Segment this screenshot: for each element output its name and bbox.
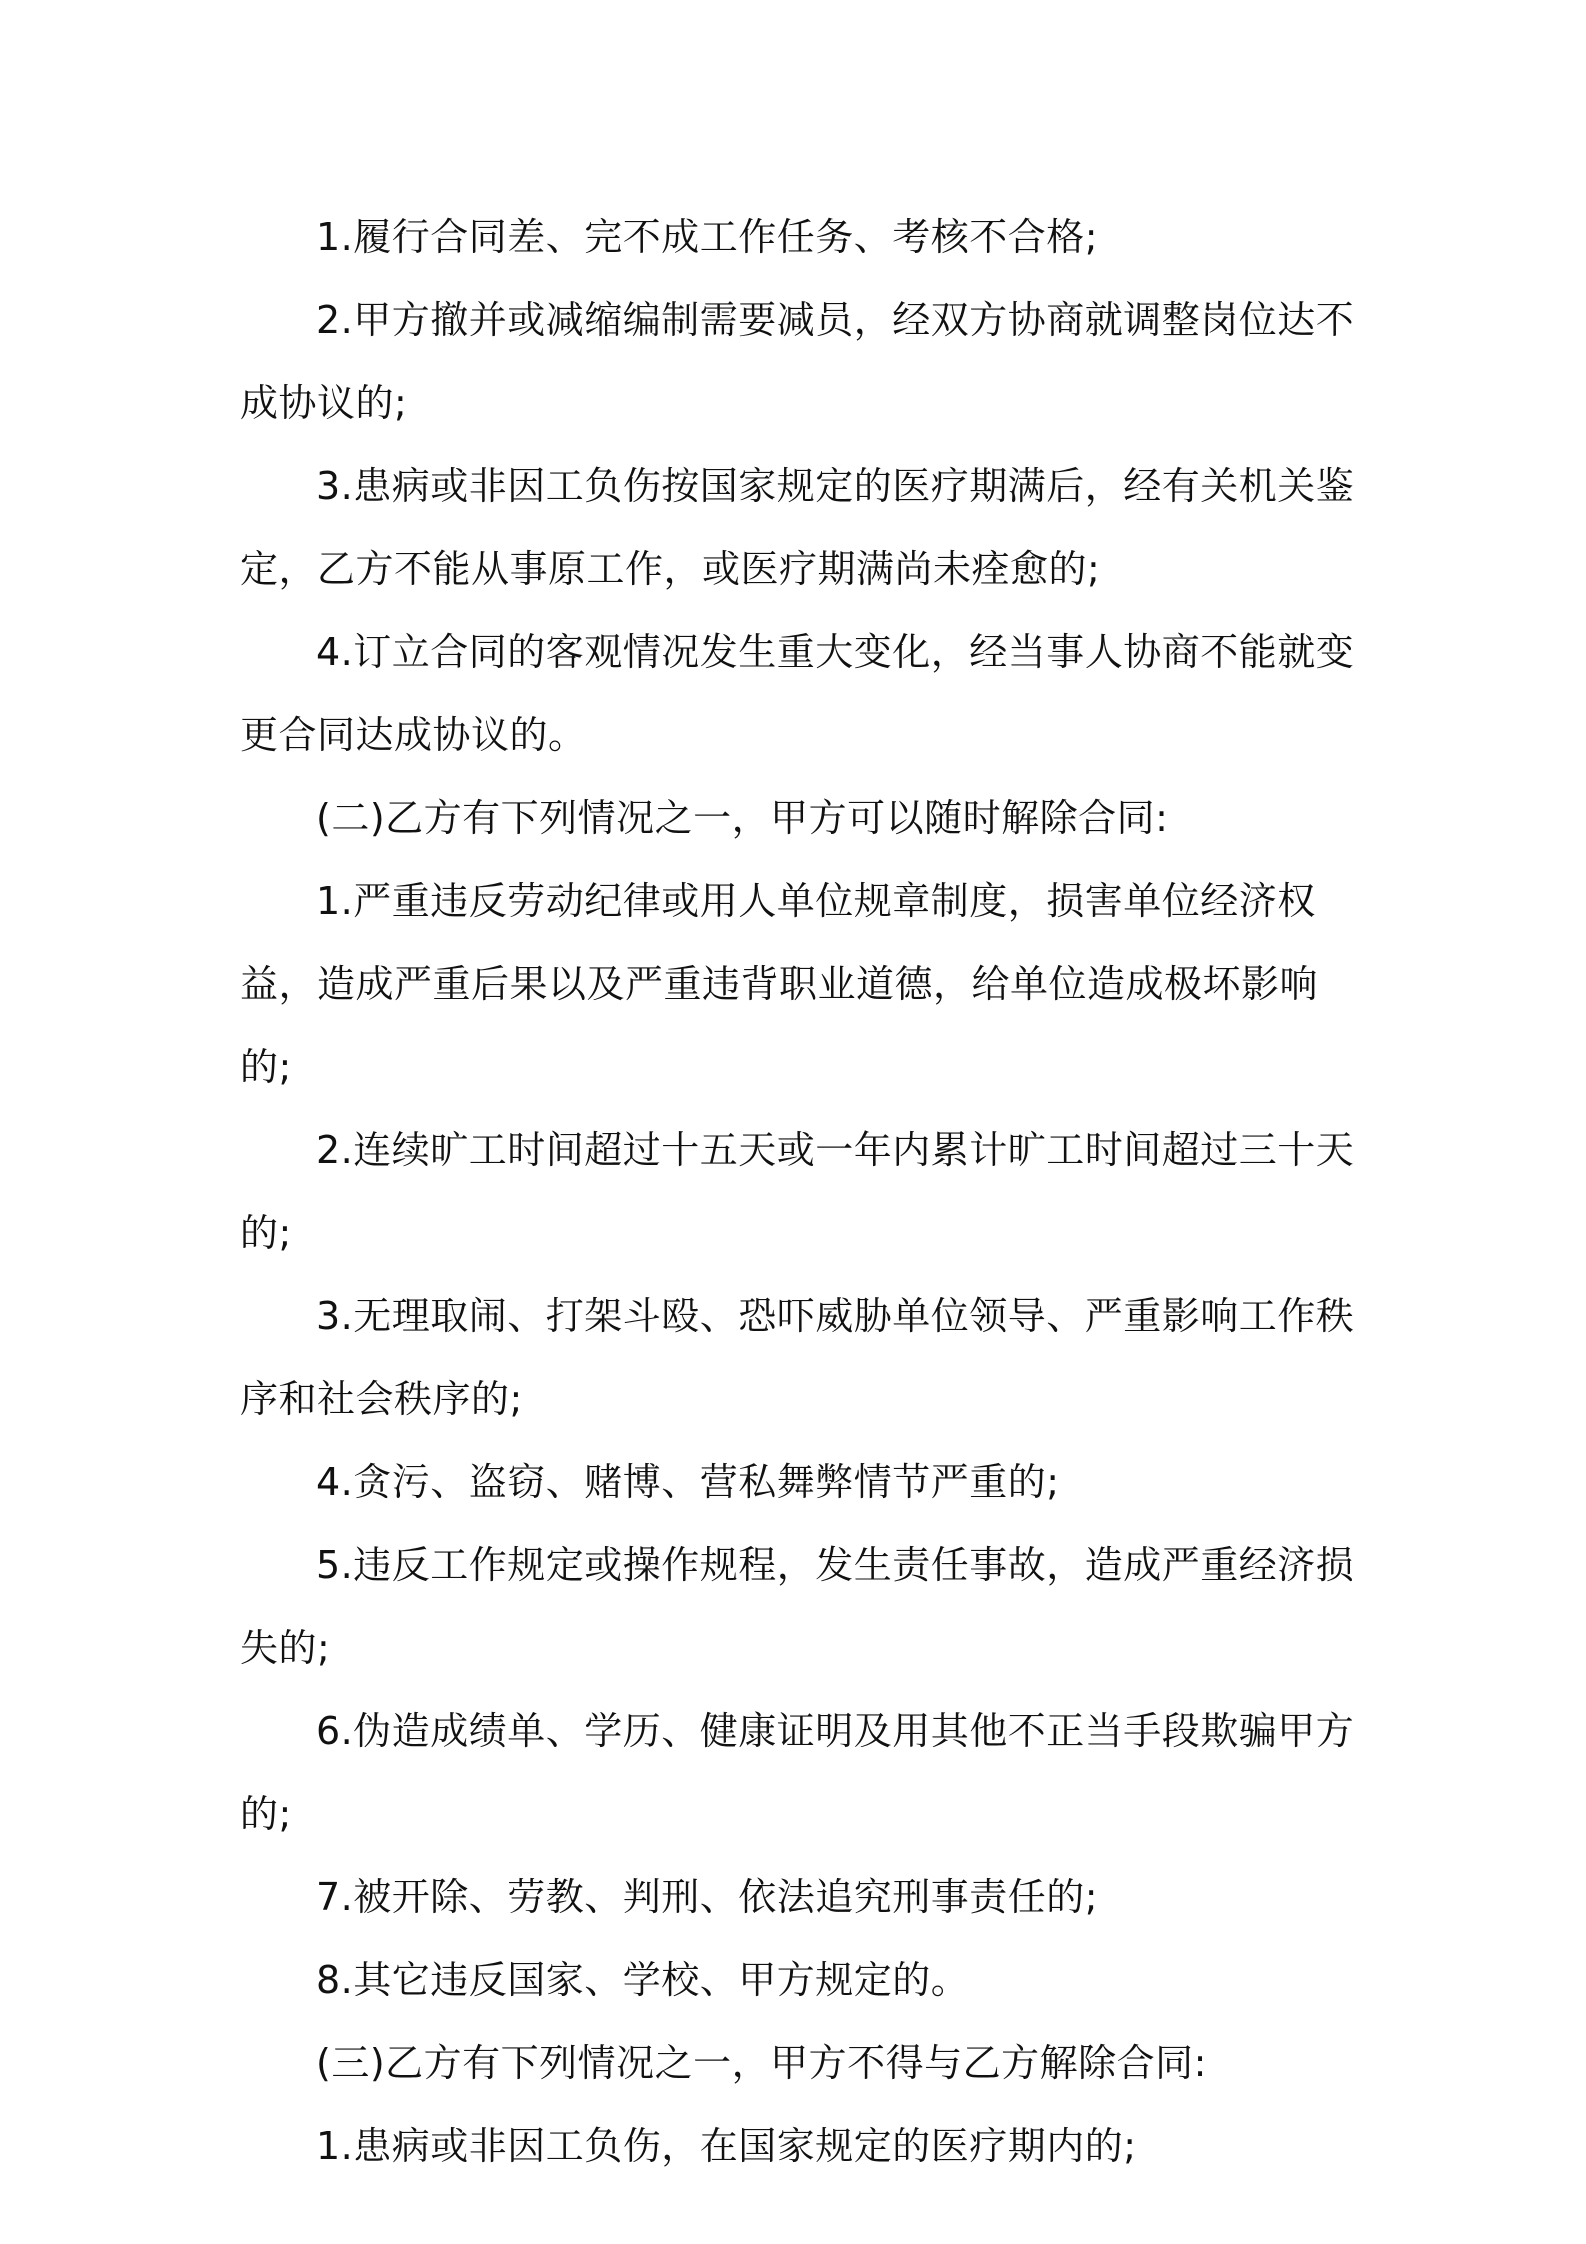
paragraph-15: 1.患病或非因工负伤，在国家规定的医疗期内的; xyxy=(316,2124,1137,2168)
paragraph-1: 1.履行合同差、完不成工作任务、考核不合格; xyxy=(316,215,1099,259)
paragraph-4: 4.订立合同的客观情况发生重大变化，经当事人协商不能就变更合同达成协议的。 xyxy=(240,630,1355,757)
paragraph-12: 7.被开除、劳教、判刑、依法追究刑事责任的; xyxy=(316,1875,1099,1919)
paragraph-7: 2.连续旷工时间超过十五天或一年内累计旷工时间超过三十天的; xyxy=(240,1128,1355,1255)
paragraph-6: 1.严重违反劳动纪律或用人单位规章制度，损害单位经济权益，造成严重后果以及严重违背职业道德，给单位造成极坏影响的; xyxy=(240,879,1319,1089)
paragraph-3: 3.患病或非因工负伤按国家规定的医疗期满后，经有关机关鉴定，乙方不能从事原工作，或医疗期满尚未痊愈的; xyxy=(240,464,1355,591)
paragraph-11: 6.伪造成绩单、学历、健康证明及用其他不正当手段欺骗甲方的; xyxy=(240,1709,1355,1836)
section-heading-2: (二)乙方有下列情况之一，甲方可以随时解除合同: xyxy=(316,796,1169,840)
document-body xyxy=(240,196,1360,2188)
paragraph-10: 5.违反工作规定或操作规程，发生责任事故，造成严重经济损失的; xyxy=(240,1543,1355,1670)
paragraph-8: 3.无理取闹、打架斗殴、恐吓威胁单位领导、严重影响工作秩序和社会秩序的; xyxy=(240,1294,1355,1421)
paragraph-2: 2.甲方撤并或减缩编制需要减员，经双方协商就调整岗位达不成协议的; xyxy=(240,298,1355,425)
paragraph-13: 8.其它违反国家、学校、甲方规定的。 xyxy=(316,1958,970,2002)
paragraph-9: 4.贪污、盗窃、赌博、营私舞弊情节严重的; xyxy=(316,1460,1060,1504)
section-heading-3: (三)乙方有下列情况之一，甲方不得与乙方解除合同: xyxy=(316,2041,1207,2085)
